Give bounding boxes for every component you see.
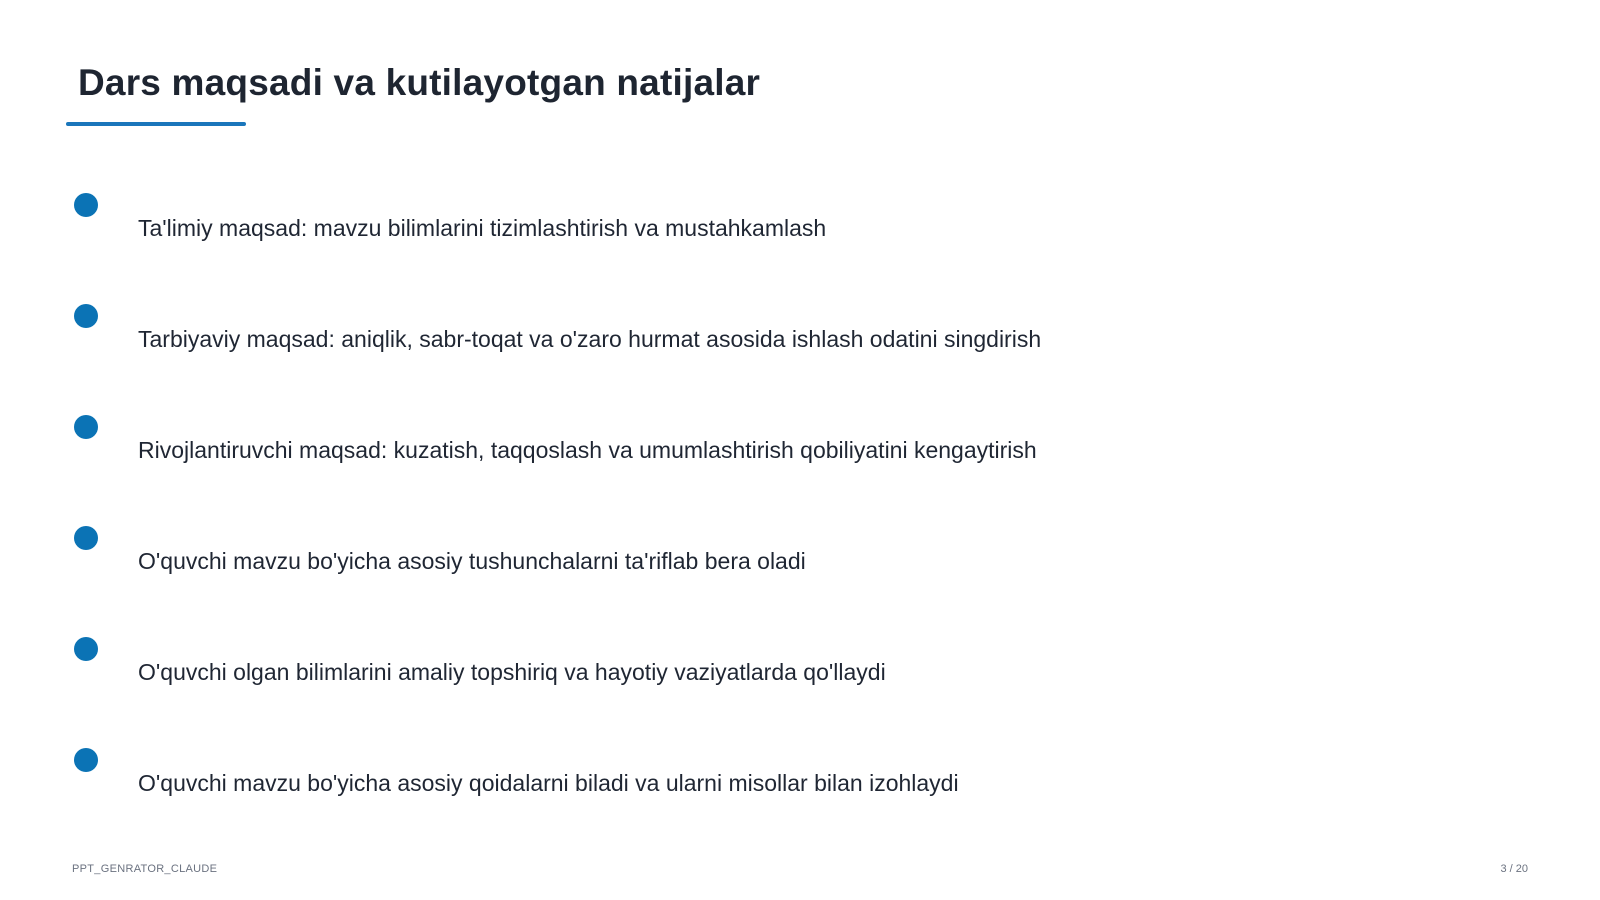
page-indicator: 3 / 20	[1500, 863, 1528, 875]
list-item	[0, 526, 1600, 606]
bullet-dot-icon	[74, 637, 98, 661]
slide-title: Dars maqsadi va kutilayotgan natijalar	[78, 62, 761, 103]
bullet-text: Rivojlantiruvchi maqsad: kuzatish, taqqoslash va umumlashtirish qobiliyatini kengaytirish	[138, 437, 1037, 463]
bullet-text: O'quvchi mavzu bo'yicha asosiy qoidalarni biladi va ularni misollar bilan izohlaydi	[138, 770, 959, 796]
list-item	[0, 304, 1600, 384]
bullet-text: O'quvchi olgan bilimlarini amaliy topshiriq va hayotiy vaziyatlarda qo'llaydi	[138, 659, 886, 685]
bullet-dot-icon	[74, 193, 98, 217]
list-item	[0, 748, 1600, 828]
bullet-text: Ta'limiy maqsad: mavzu bilimlarini tizimlashtirish va mustahkamlash	[138, 215, 827, 241]
bullet-text: Tarbiyaviy maqsad: aniqlik, sabr-toqat va o'zaro hurmat asosida ishlash odatini singdirish	[138, 326, 1042, 352]
bullet-dot-icon	[74, 415, 98, 439]
bullet-dot-icon	[74, 526, 98, 550]
bullet-text: O'quvchi mavzu bo'yicha asosiy tushunchalarni ta'riflab bera oladi	[138, 548, 806, 574]
footer-source-label: PPT_GENRATOR_CLAUDE	[72, 863, 218, 875]
list-item	[0, 193, 1600, 273]
list-item	[0, 415, 1600, 495]
bullet-dot-icon	[74, 748, 98, 772]
list-item	[0, 637, 1600, 717]
bullet-dot-icon	[74, 304, 98, 328]
